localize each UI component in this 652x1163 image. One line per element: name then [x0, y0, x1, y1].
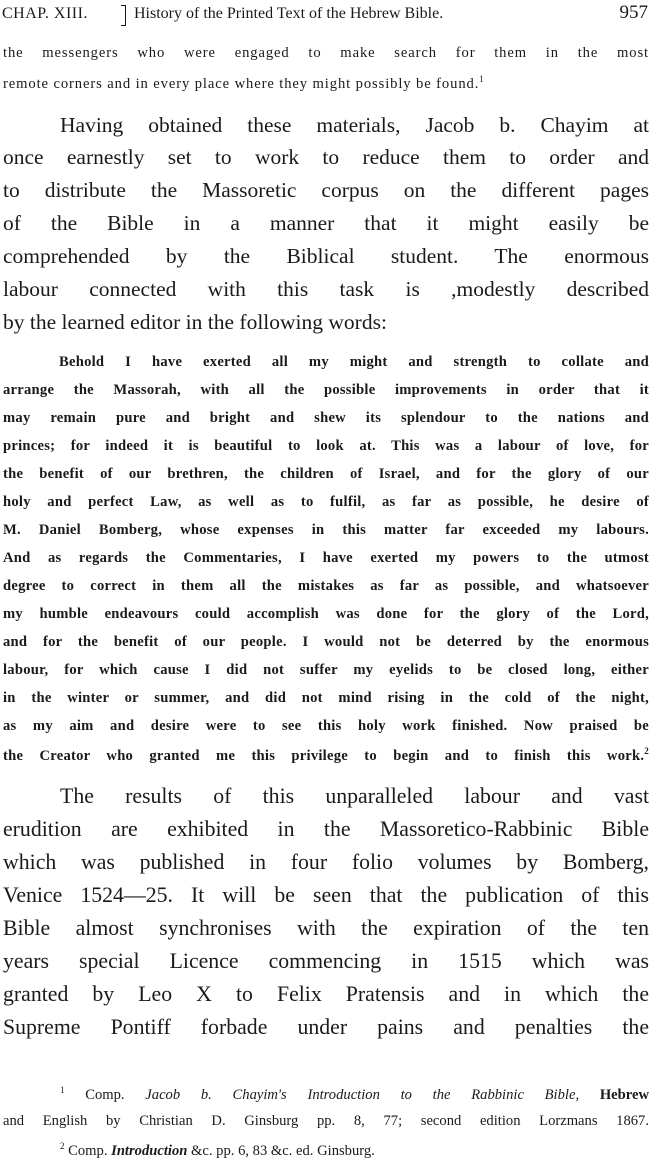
quote-line: the benefit of our brethren, the children of Israel, and for the glory of our: [3, 466, 649, 482]
text-line: years special Licence commencing in 1515 which was: [3, 949, 649, 973]
quote-line: and for the benefit of our people. I would not be deterred by the enormous: [3, 634, 649, 650]
quote-line: And as regards the Commentaries, I have exerted my powers to the utmost: [3, 550, 649, 566]
text-line: Supreme Pontiff forbade under pains and penalties the: [3, 1015, 649, 1039]
bracket-mark: [121, 5, 126, 26]
footnote-number: 2: [60, 1141, 65, 1151]
text-line: which was published in four folio volumes by Bomberg,: [3, 850, 649, 874]
text-line: remote corners and in every place where they might possibly be found.$^1$: [3, 74, 485, 92]
footnote-2: $^2$ Comp. Introduction &c. pp. 6, 83 &c. ed. Ginsburg.: [60, 1141, 375, 1159]
text-line: The results of this unparalleled labour and vast: [60, 784, 649, 808]
quote-line: holy and perfect Law, as well as to fulfil, as far as possible, he desire of: [3, 494, 649, 510]
quote-line: my humble endeavours could accomplish was done for the glory of the Lord,: [3, 606, 649, 622]
text-line: Venice 1524—25. It will be seen that the publication of this: [3, 883, 649, 907]
quote-line: labour, for which cause I did not suffer my eyelids to be closed long, either: [3, 662, 649, 678]
page-number: 957: [619, 2, 648, 23]
quote-line: M. Daniel Bomberg, whose expenses in this matter far exceeded my labours.: [3, 522, 649, 538]
quote-line: the Creator who granted me this privilege to begin and to finish this work.$^2$: [3, 746, 649, 764]
chapter-label: CHAP. XIII.: [2, 5, 88, 22]
quote-line: Behold I have exerted all my might and strength to collate and: [59, 354, 649, 370]
quote-line: princes; for indeed it is beautiful to look at. This was a labour of love, for: [3, 438, 649, 454]
text-line: labour connected with this task is ,modestly described: [3, 277, 649, 301]
footnote-number: 1: [60, 1085, 65, 1095]
text-line: Bible almost synchronises with the expiration of the ten: [3, 916, 649, 940]
text-line: Having obtained these materials, Jacob b. Chayim at: [60, 113, 649, 137]
quote-line: as my aim and desire were to see this holy work finished. Now praised be: [3, 718, 649, 734]
text-line: erudition are exhibited in the Massoretico-Rabbinic Bible: [3, 817, 649, 841]
text-line: granted by Leo X to Felix Pratensis and in which the: [3, 982, 649, 1006]
text-line: comprehended by the Biblical student. The enormous: [3, 244, 649, 268]
running-header: [2, 2, 648, 28]
quote-line: degree to correct in them all the mistakes as far as possible, and whatsoever: [3, 578, 649, 594]
text-line: the messengers who were engaged to make search for them in the most: [3, 45, 649, 61]
footnote-1: $^1$ Comp. Jacob b. Chayim's Introduction to the Rabbinic Bible, Hebrew: [60, 1085, 650, 1103]
text-line: to distribute the Massoretic corpus on the different pages: [3, 178, 649, 202]
quote-line: arrange the Massorah, with all the possible improvements in order that it: [3, 382, 649, 398]
quote-line: may remain pure and bright and shew its splendour to the nations and: [3, 410, 649, 426]
quote-line: in the winter or summer, and did not mind rising in the cold of the night,: [3, 690, 649, 706]
text-line: by the learned editor in the following words:: [3, 310, 387, 334]
text-line: once earnestly set to work to reduce them to order and: [3, 145, 649, 169]
running-title: History of the Printed Text of the Hebrew Bible.: [134, 5, 444, 22]
footnote-1-cont: and English by Christian D. Ginsburg pp. 8, 77; second edition Lorzmans 1867.: [3, 1113, 649, 1129]
text-line: of the Bible in a manner that it might easily be: [3, 211, 649, 235]
footnote-marker: 1: [479, 74, 485, 84]
footnote-marker: 2: [644, 746, 649, 756]
